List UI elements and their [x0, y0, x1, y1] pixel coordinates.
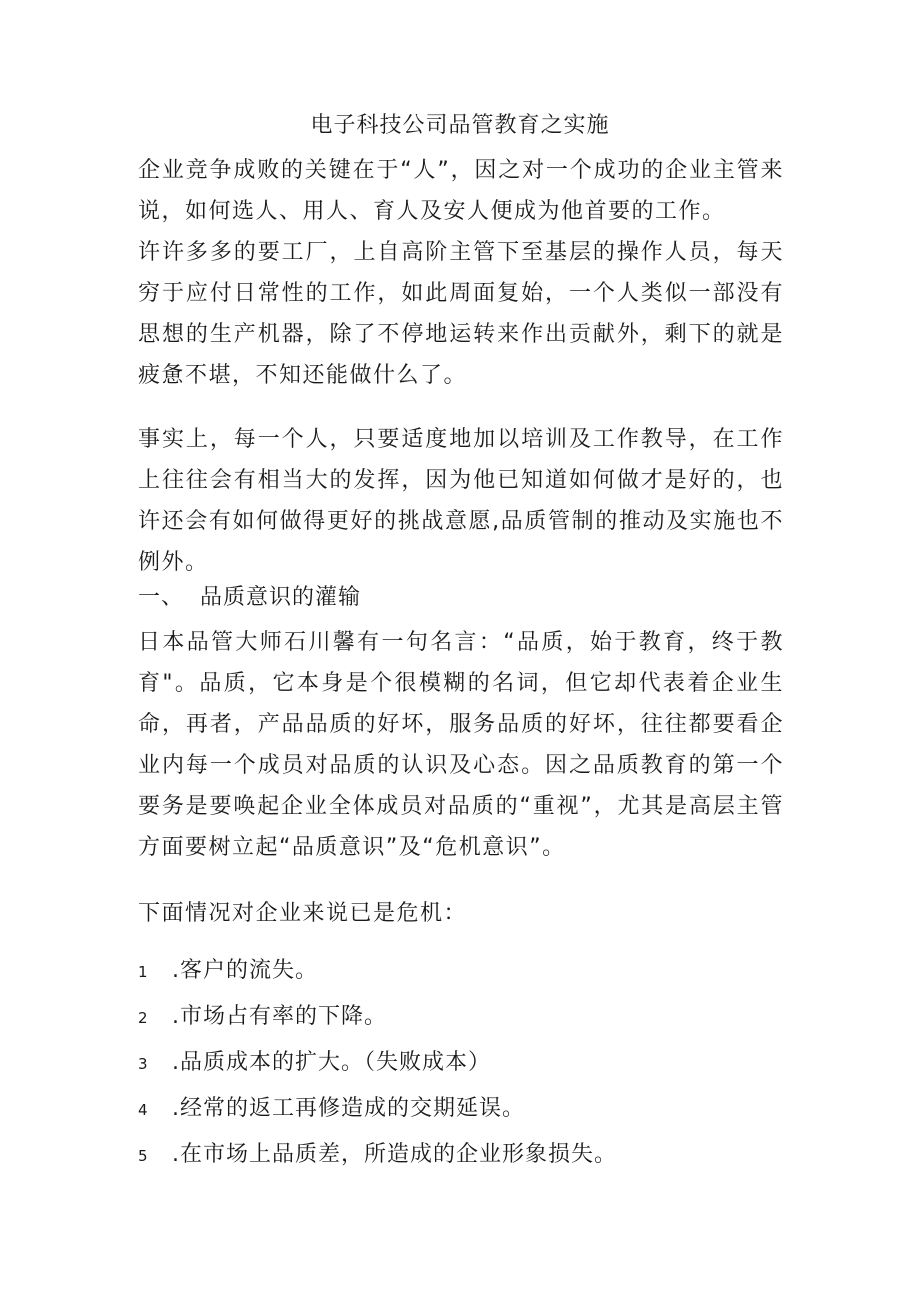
list-item: [138, 1040, 617, 1086]
section-heading: [138, 577, 361, 618]
list-item-text: .市场占有率的下降。: [172, 1004, 387, 1029]
list-item-text: .品质成本的扩大。（失败成本）: [172, 1050, 491, 1075]
list-item-number: 5: [138, 1147, 148, 1165]
list-item-number: 3: [138, 1055, 148, 1073]
section-paragraph-1: 日本品管大师石川馨有一句名言：“品质，始于教育，终于教育"。品质，它本身是个很模糊的名词，但它却代表着企业生命，再者，产品品质的好坏，服务品质的好坏，往往都要看企业内每一个成员对品质的认识及心态。因之品质教育的第一个要务是要唤起企业全体成员对品质的“重视”，尤其是高层主管方面要树立起“品质意识”及“危机意识”。: [138, 630, 784, 860]
list-item-number: 2: [138, 1009, 148, 1027]
section-paragraph-2: 下面情况对企业来说已是危机：: [138, 901, 468, 926]
list-item-text: .在市场上品质差，所造成的企业形象损失。: [172, 1142, 617, 1167]
section-number: 一、: [138, 585, 185, 610]
list-item: [138, 948, 617, 994]
list-item: [138, 994, 617, 1040]
crisis-list: [138, 948, 617, 1178]
list-item-number: 1: [138, 963, 148, 981]
list-item-text: .客户的流失。: [172, 958, 318, 983]
intro-paragraph-1: 企业竞争成败的关键在于“人”，因之对一个成功的企业主管来说，如何选人、用人、育人及安人便成为他首要的工作。: [138, 158, 784, 224]
intro-paragraph-3: 事实上，每一个人，只要适度地加以培训及工作教导，在工作上往往会有相当大的发挥，因为他已知道如何做才是好的，也许还会有如何做得更好的挑战意愿,品质管制的推动及实施也不例外。: [138, 427, 784, 575]
intro-paragraph-2: 许许多多的要工厂，上自高阶主管下至基层的操作人员，每天穷于应付日常性的工作，如此周面复始，一个人类似一部没有思想的生产机器，除了不停地运转来作出贡献外，剩下的就是疲惫不堪，不知还能做什么了。: [138, 240, 784, 388]
list-item-number: 4: [138, 1101, 148, 1119]
section-heading-text: 品质意识的灌输: [200, 585, 362, 610]
document-title: 电子科技公司品管教育之实施: [310, 113, 610, 138]
list-item-text: .经常的返工再修造成的交期延误。: [172, 1096, 525, 1121]
list-item: [138, 1086, 617, 1132]
list-item: [138, 1132, 617, 1178]
